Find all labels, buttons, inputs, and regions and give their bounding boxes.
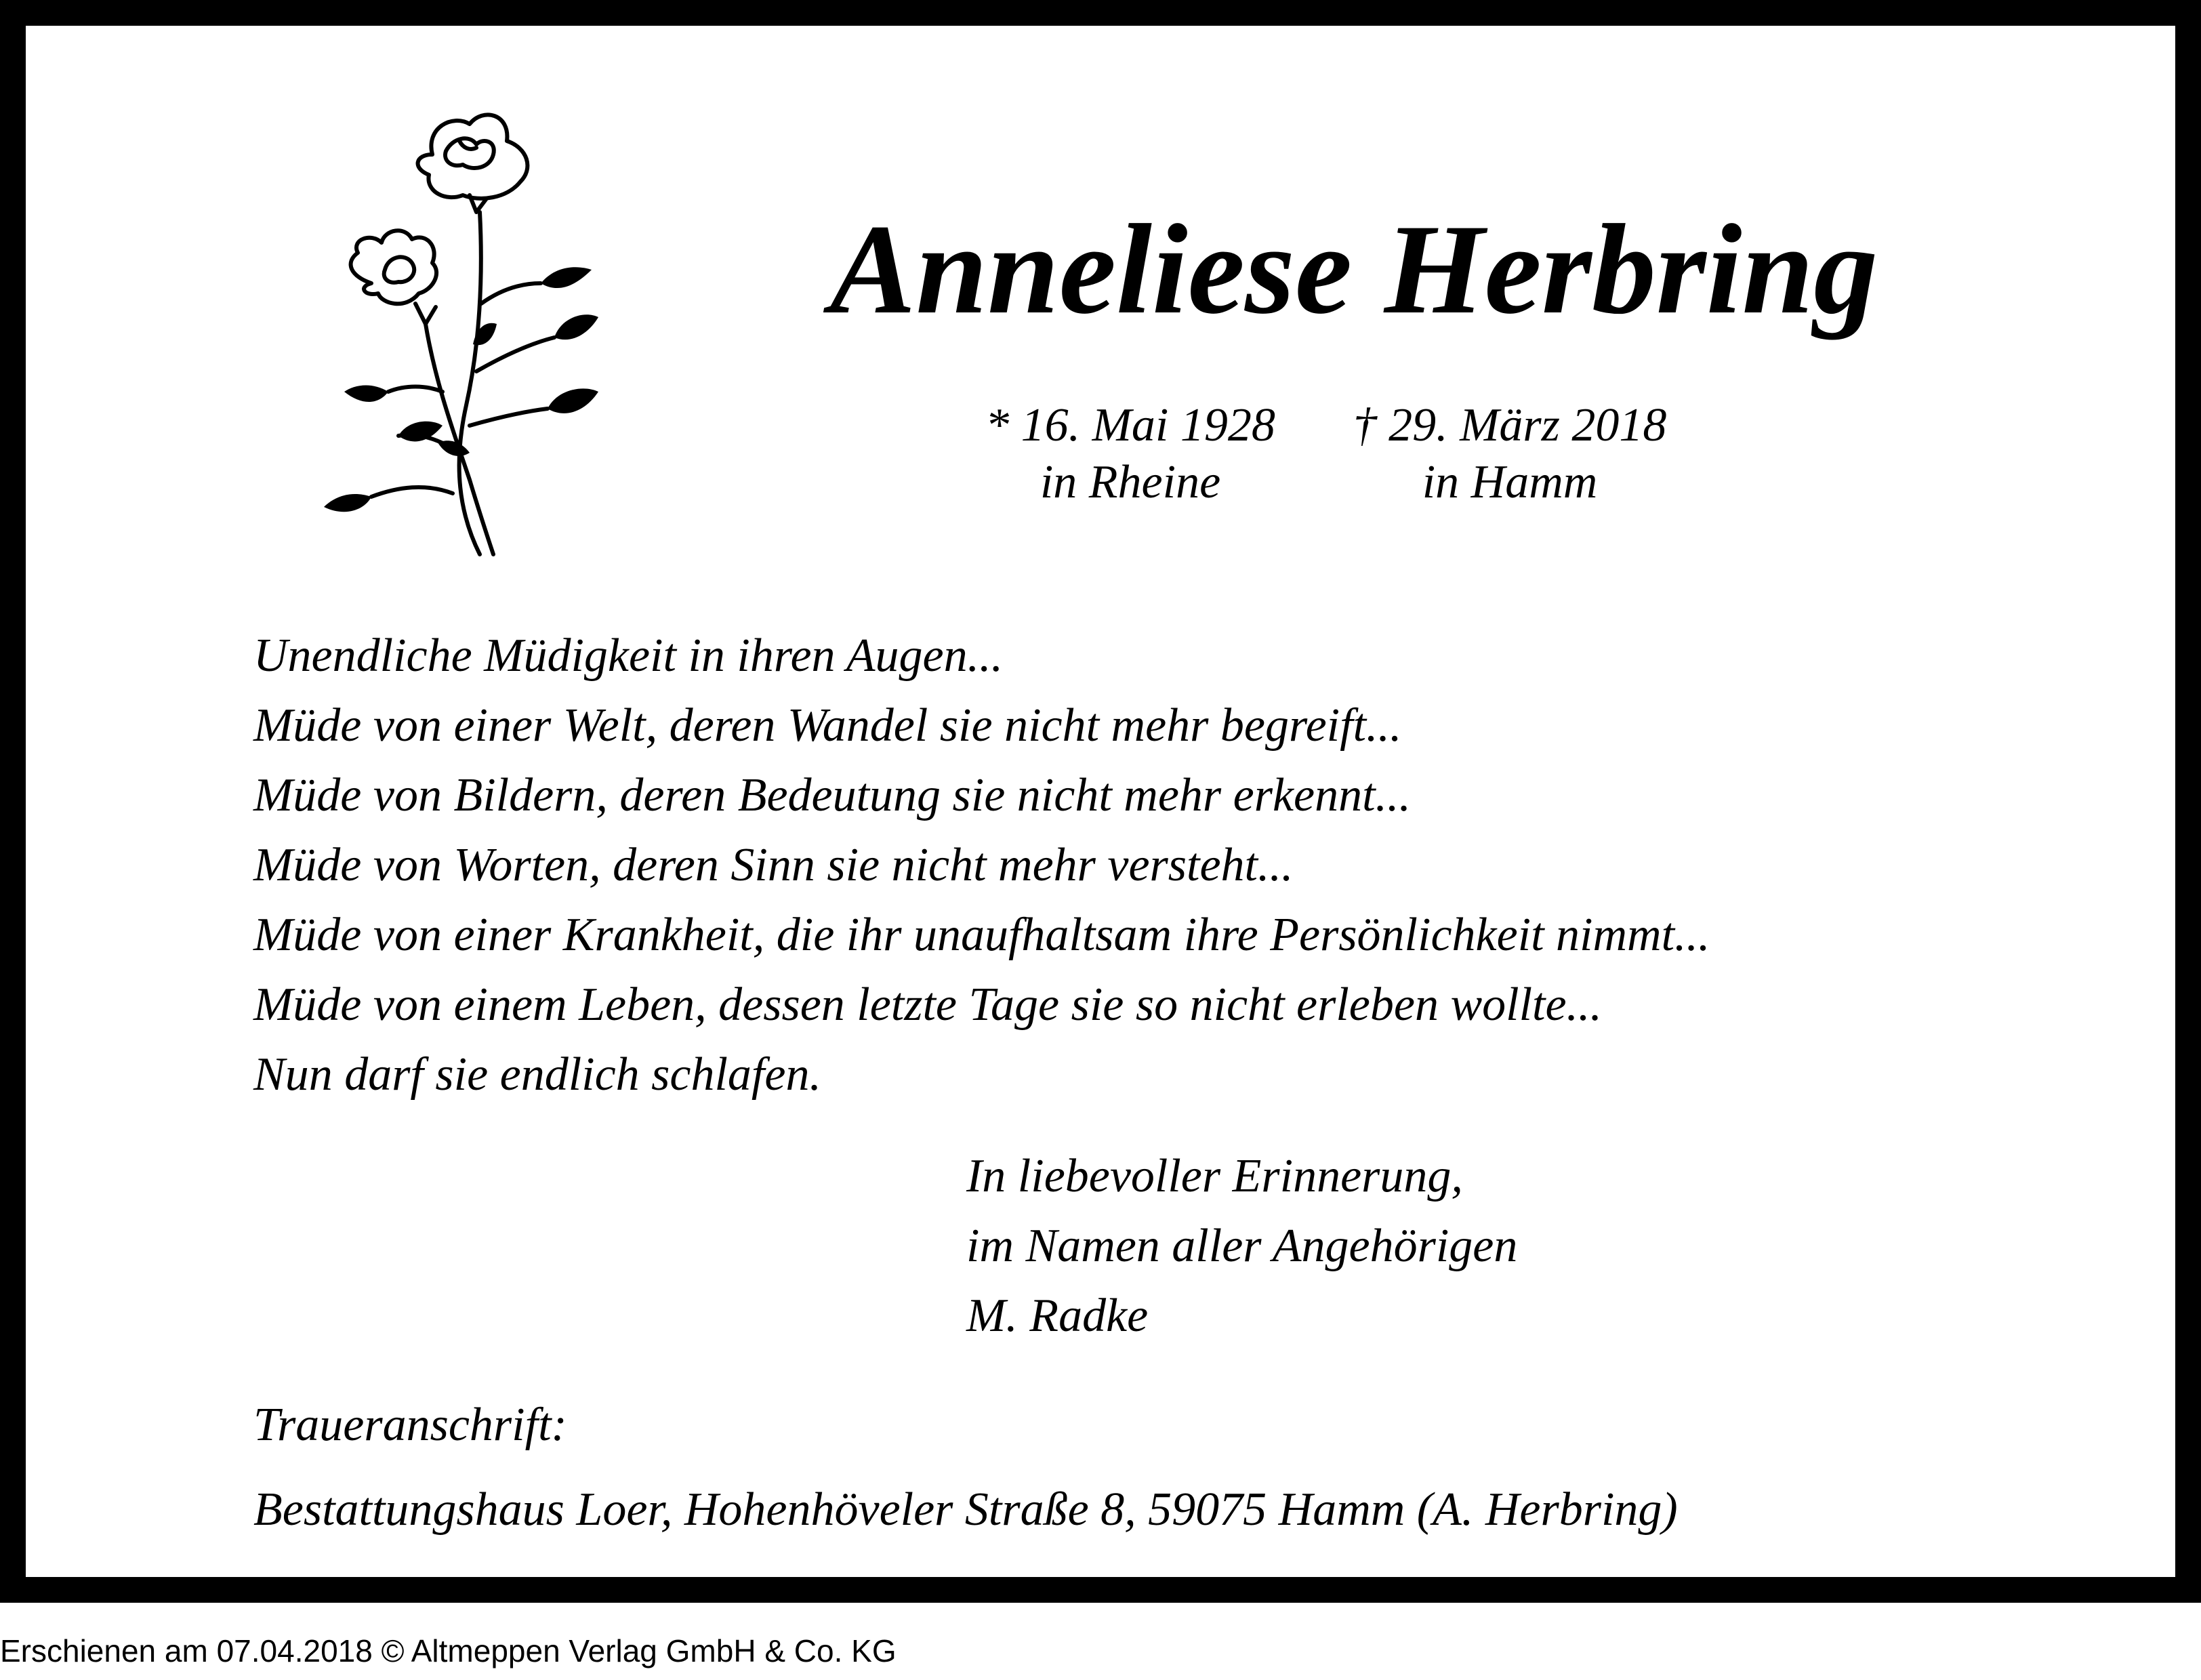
mourning-address [253,1382,1678,1552]
poem [253,621,1710,1109]
signoff [966,1141,1517,1351]
birth-info [947,397,1313,511]
signoff-line: im Namen aller Angehörigen [966,1220,1518,1272]
birth-date: * 16. Mai 1928 [985,399,1275,451]
poem-line: Müde von Worten, deren Sinn sie nicht mehr versteht... [253,839,1294,891]
poem-line: Müde von einer Krankheit, die ihr unaufhaltsam ihre Persönlichkeit nimmt... [253,909,1710,961]
signoff-signature: M. Radke [966,1290,1149,1342]
poem-line: Unendliche Müdigkeit in ihren Augen... [253,630,1004,682]
birth-place: in Rheine [1040,456,1221,508]
death-date: † 29. März 2018 [1353,399,1667,451]
address-text: Bestattungshaus Loer, Hohenhöveler Straße 8, 59075 Hamm (A. Herbring) [253,1483,1678,1536]
death-place: in Hamm [1422,456,1598,508]
address-label: Traueranschrift: [253,1399,567,1451]
death-info [1327,397,1693,511]
signoff-line: In liebevoller Erinnerung, [966,1150,1463,1202]
poem-line: Müde von Bildern, deren Bedeutung sie nicht mehr erkennt... [253,769,1412,821]
rose-icon [324,100,609,561]
poem-line: Nun darf sie endlich schlafen. [253,1048,821,1101]
deceased-name: Anneliese Herbring [829,199,1878,341]
publication-footer: Erschienen am 07.04.2018 © Altmeppen Verlag GmbH & Co. KG [0,1633,897,1668]
poem-line: Müde von einer Welt, deren Wandel sie nicht mehr begreift... [253,699,1402,752]
poem-line: Müde von einem Leben, dessen letzte Tage sie so nicht erleben wollte... [253,979,1603,1031]
